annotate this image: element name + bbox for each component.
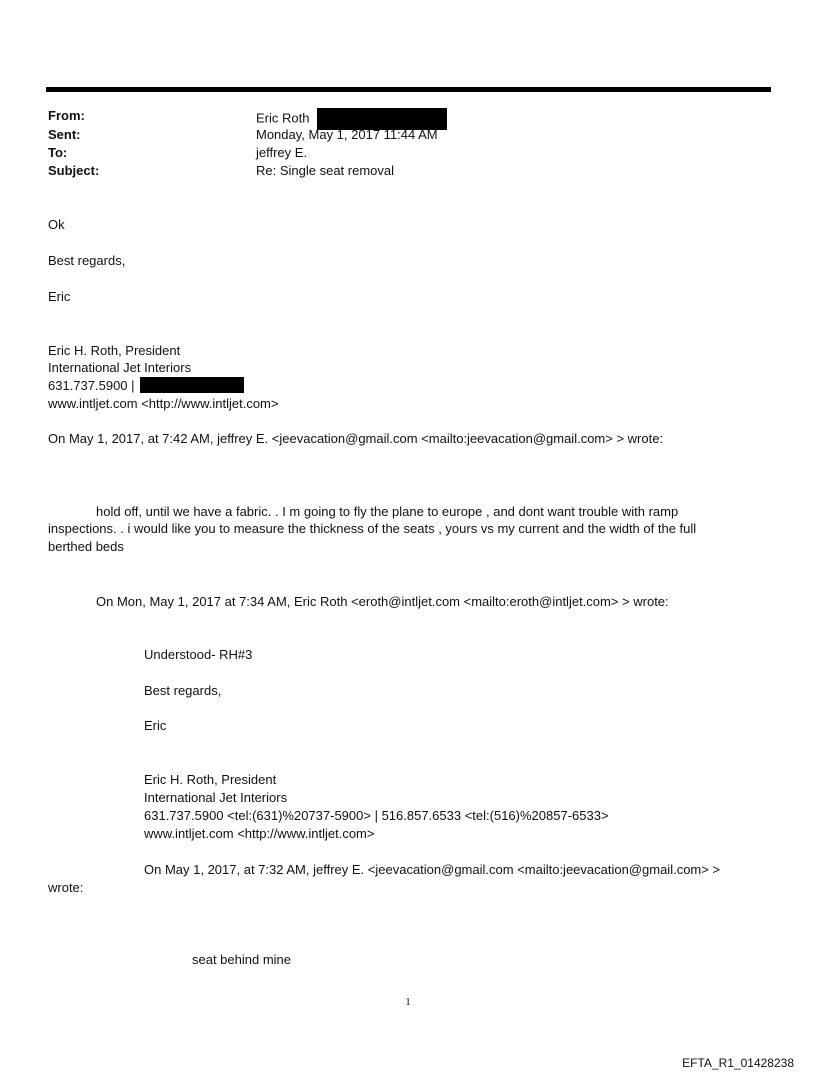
- page-number: 1: [405, 996, 411, 1008]
- to-label: To:: [48, 145, 68, 160]
- body-regards: Best regards,: [48, 253, 126, 268]
- quote2-header: On Mon, May 1, 2017 at 7:34 AM, Eric Roth <eroth@intljet.com <mailto:eroth@intljet.com> > wrote:: [96, 594, 669, 609]
- quote2-text: Understood- RH#3: [144, 647, 253, 662]
- quote3-text: seat behind mine: [192, 952, 292, 967]
- quote1-header: On May 1, 2017, at 7:42 AM, jeffrey E. <jeevacation@gmail.com <mailto:jeevacation@gmail.com> > wrote:: [48, 431, 664, 446]
- sent-label: Sent:: [48, 127, 81, 142]
- signature-name: Eric H. Roth, President: [48, 343, 181, 358]
- document-id: EFTA_R1_01428238: [682, 1056, 794, 1070]
- signature-company: International Jet Interiors: [48, 360, 192, 375]
- quote2-regards: Best regards,: [144, 683, 222, 698]
- sent-value: Monday, May 1, 2017 11:44 AM: [256, 127, 438, 142]
- signature-web: www.intljet.com <http://www.intljet.com>: [48, 396, 279, 411]
- from-name: Eric Roth: [256, 110, 310, 126]
- signature-phone-text: 631.737.5900 |: [48, 378, 135, 393]
- quote2-signature-web: www.intljet.com <http://www.intljet.com>: [144, 826, 375, 841]
- quote3-header: On May 1, 2017, at 7:32 AM, jeffrey E. <jeevacation@gmail.com <mailto:jeevacation@gmail.com> >: [144, 862, 721, 877]
- header-rule: [46, 87, 771, 92]
- subject-value: Re: Single seat removal: [256, 163, 395, 178]
- quote2-name: Eric: [144, 718, 167, 733]
- quote2-signature-name: Eric H. Roth, President: [144, 772, 277, 787]
- redaction-box: [140, 377, 244, 393]
- subject-label: Subject:: [48, 163, 100, 178]
- body-ok: Ok: [48, 217, 65, 232]
- from-label: From:: [48, 108, 85, 123]
- quote1-line1: hold off, until we have a fabric. . I m going to fly the plane to europe , and dont want trouble with ramp: [96, 504, 679, 519]
- quote1-line3: berthed beds: [48, 539, 124, 554]
- body-name: Eric: [48, 289, 71, 304]
- to-value: jeffrey E.: [256, 145, 308, 160]
- quote1-line2: inspections. . i would like you to measure the thickness of the seats , yours vs my current and the width of the full: [48, 521, 697, 536]
- quote3-header-cont: wrote:: [48, 880, 84, 895]
- signature-phone: [48, 378, 244, 395]
- quote2-signature-company: International Jet Interiors: [144, 790, 288, 805]
- quote2-signature-phone: 631.737.5900 <tel:(631)%20737-5900> | 516.857.6533 <tel:(516)%20857-6533>: [144, 808, 609, 823]
